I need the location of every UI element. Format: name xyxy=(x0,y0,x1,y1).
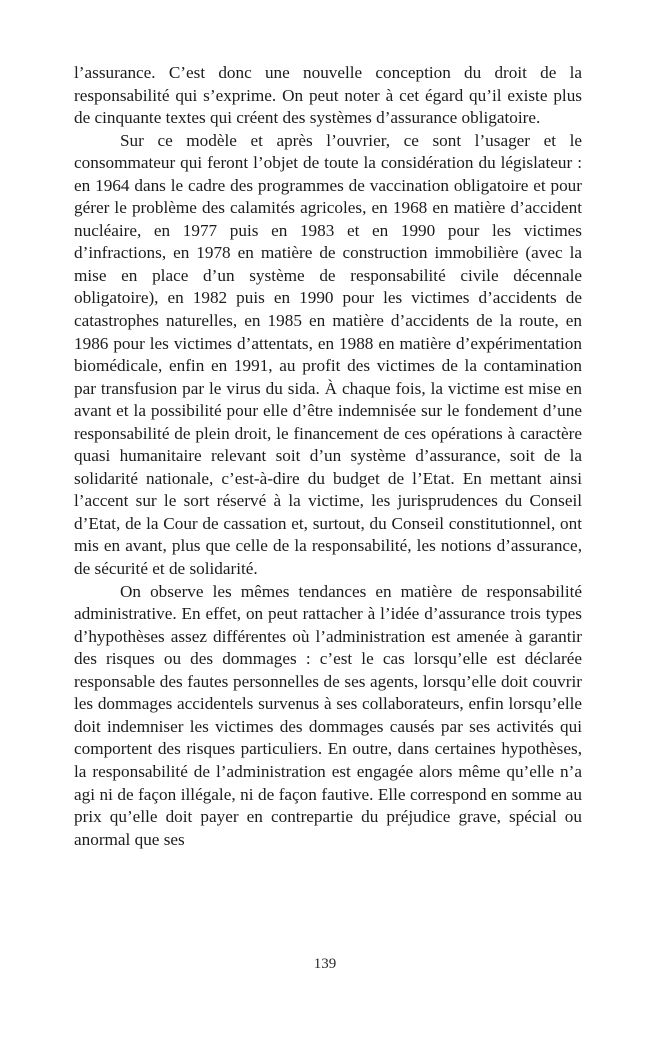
paragraph-administrative-responsibility: On observe les mêmes tendances en matière de responsabilité administrative. En effet, on peut rattacher à l’idée d’assurance trois types d’hypothèses assez différentes où l’administration est amenée à garantir des risques ou des dommages : c’est le cas lorsqu’elle est déclarée responsable des fautes personnelles de ses agents, lorsqu’elle doit couvrir les dommages accidentels survenus à ses collaborateurs, enfin lorsqu’elle doit indemniser les victimes des dommages causés par ses activités qui comportent des risques particuliers. En outre, dans certaines hypothèses, la responsabilité de l’administration est engagée alors même qu’elle n’a agi ni de façon illégale, ni de façon fautive. Elle correspond en somme au prix qu’elle doit payer en contrepartie du préjudice grave, spécial ou anormal que ses xyxy=(74,581,582,849)
paragraph-continuation: l’assurance. C’est donc une nouvelle conception du droit de la responsabilité qui s’exprime. On peut noter à cet égard qu’il existe plus de cinquante textes qui créent des systèmes d’assurance obligatoire. xyxy=(74,63,582,128)
paragraph-legislation: Sur ce modèle et après l’ouvrier, ce sont l’usager et le consommateur qui feront l’objet de toute la considération du législateur : en 1964 dans le cadre des programmes de vaccination obligatoire et pour gérer le problème des calamités agricoles, en 1968 en matière d’accident nucléaire, en 1977 puis en 1983 et en 1990 pour les victimes d’infractions, en 1978 en matière de construction immobilière (avec la mise en place d’un système de responsabilité civile décennale obligatoire), en 1982 puis en 1990 pour les victimes d’accidents de catastrophes naturelles, en 1985 en matière d’accidents de la route, en 1986 pour les victimes d’attentats, en 1988 en matière d’expérimentation biomédicale, enfin en 1991, au profit des victimes de la contamination par transfusion par le virus du sida. À chaque fois, la victime est mise en avant et la possibilité pour elle d’être indemnisée sur le fondement d’une responsabilité de plein droit, le financement de ces opérations à caractère quasi humanitaire relevant soit d’un système d’assurance, soit de la solidarité nationale, c’est-à-dire du budget de l’Etat. En mettant ainsi l’accent sur le sort réservé à la victime, les jurisprudences du Conseil d’Etat, de la Cour de cassation et, surtout, du Conseil constitutionnel, ont mis en avant, plus que celle de la responsabilité, les notions d’assurance, de sécurité et de solidarité. xyxy=(74,130,582,579)
page-number: 139 xyxy=(313,956,337,972)
body-text xyxy=(74,62,582,851)
